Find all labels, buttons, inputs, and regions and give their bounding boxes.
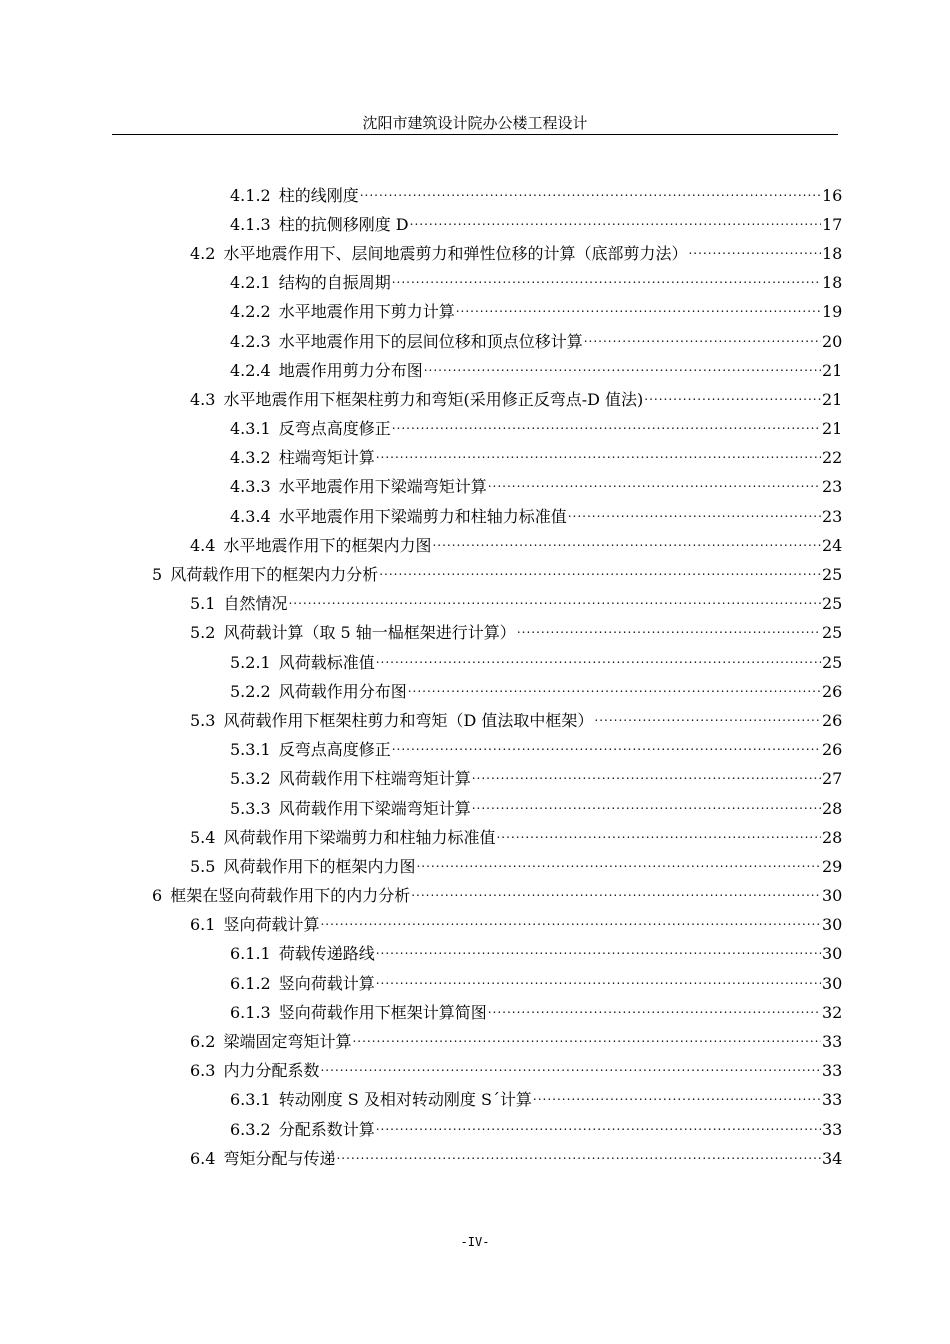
toc-entry-page: 26 [822,740,843,760]
dot-leader [594,706,821,728]
header-rule [112,134,838,135]
toc-entry-page: 19 [822,302,843,322]
dot-leader [688,239,821,261]
toc-entry[interactable] [0,1086,950,1115]
toc-entry-number: 4.3.4 [230,506,271,526]
toc-entry-title: 地震作用剪力分布图 [278,360,423,380]
dot-leader [352,1027,821,1049]
toc-entry-number: 4.2 [190,243,216,263]
toc-entry[interactable] [0,269,950,298]
toc-entry-number: 4.3.2 [230,448,271,468]
toc-entry-title: 竖向荷载计算 [278,973,375,993]
toc-entry-page: 30 [822,944,843,964]
toc-entry[interactable] [0,736,950,765]
toc-entry[interactable] [0,181,950,210]
toc-entry-page: 25 [822,652,843,672]
toc-entry[interactable] [0,239,950,268]
toc-entry[interactable] [0,444,950,473]
toc-entry[interactable] [0,1144,950,1173]
dot-leader [392,735,821,757]
toc-entry-page: 33 [822,1061,843,1081]
toc-entry-page: 23 [822,506,843,526]
toc-entry-title: 梁端固定弯矩计算 [223,1032,352,1052]
toc-entry-title: 内力分配系数 [223,1061,320,1081]
toc-entry-page: 20 [822,331,843,351]
toc-entry[interactable] [0,706,950,735]
toc-entry[interactable] [0,531,950,560]
toc-entry-page: 33 [822,1032,843,1052]
dot-leader [456,297,821,319]
toc-entry-title: 风荷载标准值 [278,652,375,672]
toc-entry-page: 33 [822,1119,843,1139]
toc-entry-number: 5.3.1 [230,740,271,760]
toc-entry[interactable] [0,998,950,1027]
dot-leader [533,1085,821,1107]
dot-leader [472,764,821,786]
toc-entry-number: 6.3 [190,1061,216,1081]
dot-leader [336,1144,821,1166]
toc-entry-title: 框架在竖向荷载作用下的内力分析 [170,886,411,906]
dot-leader [488,472,821,494]
toc-entry-title: 风荷载计算（取 5 轴一榀框架进行计算） [223,623,516,643]
toc-entry-title: 风荷载作用下的框架内力图 [223,856,416,876]
toc-entry-number: 4.2.4 [230,360,271,380]
toc-entry-title: 风荷载作用下的框架内力分析 [170,565,379,585]
dot-leader [517,618,821,640]
toc-entry-title: 风荷载作用下柱端弯矩计算 [278,769,471,789]
dot-leader [488,998,821,1020]
toc-entry-number: 5.5 [190,856,216,876]
toc-entry-number: 6.3.1 [230,1090,271,1110]
dot-leader [416,852,821,874]
toc-entry[interactable] [0,385,950,414]
dot-leader [379,560,821,582]
toc-entry-title: 风荷载作用分布图 [278,681,407,701]
toc-entry-title: 反弯点高度修正 [278,740,391,760]
toc-entry-number: 6.2 [190,1032,216,1052]
toc-entry[interactable] [0,415,950,444]
toc-entry[interactable] [0,356,950,385]
toc-entry-number: 5.2.2 [230,681,271,701]
toc-entry-number: 6.1.2 [230,973,271,993]
toc-entry-number: 4.1.2 [230,185,271,205]
toc-entry-page: 30 [822,973,843,993]
dot-leader [320,1056,821,1078]
toc-entry-title: 荷载传递路线 [278,944,375,964]
toc-entry-page: 32 [822,1002,843,1022]
toc-entry-page: 24 [822,535,843,555]
toc-entry-number: 6 [152,886,163,906]
dot-leader [408,677,821,699]
toc-entry-page: 29 [822,856,843,876]
toc-entry[interactable] [0,969,950,998]
toc-entry-number: 5.3 [190,710,216,730]
toc-entry-title: 风荷载作用下框架柱剪力和弯矩（D 值法取中框架） [223,710,594,730]
toc-entry-page: 18 [822,243,843,263]
toc-entry-page: 21 [822,419,843,439]
toc-entry-title: 竖向荷载作用下框架计算简图 [278,1002,487,1022]
dot-leader [376,443,821,465]
toc-entry[interactable] [0,882,950,911]
dot-leader [644,385,821,407]
toc-entry-page: 28 [822,798,843,818]
dot-leader [360,181,821,203]
toc-entry-title: 柱的线刚度 [278,185,359,205]
toc-entry-title: 风荷载作用下梁端弯矩计算 [278,798,471,818]
dot-leader [376,1115,821,1137]
toc-entry-page: 25 [822,594,843,614]
toc-entry-number: 6.4 [190,1148,216,1168]
toc-entry-page: 17 [822,214,843,234]
toc-entry-page: 23 [822,477,843,497]
toc-entry-number: 5.3.2 [230,769,271,789]
toc-entry-page: 27 [822,769,843,789]
toc-entry-page: 25 [822,565,843,585]
toc-entry-number: 5 [152,565,163,585]
toc-entry-number: 4.2.3 [230,331,271,351]
toc-entry[interactable] [0,210,950,239]
toc-entry-number: 4.3.1 [230,419,271,439]
toc-entry-number: 5.2 [190,623,216,643]
toc-entry[interactable] [0,473,950,502]
toc-entry-page: 28 [822,827,843,847]
toc-entry-page: 25 [822,623,843,643]
toc-entry[interactable] [0,590,950,619]
toc-entry-title: 水平地震作用下框架柱剪力和弯矩(采用修正反弯点-D 值法) [223,389,644,409]
toc-entry-number: 6.1.3 [230,1002,271,1022]
toc-entry-number: 4.3.3 [230,477,271,497]
toc-entry-title: 水平地震作用下的框架内力图 [223,535,432,555]
toc-entry-page: 30 [822,915,843,935]
toc-entry-page: 34 [822,1148,843,1168]
toc-entry-title: 水平地震作用下、层间地震剪力和弹性位移的计算（底部剪力法） [223,243,688,263]
toc-entry-title: 分配系数计算 [278,1119,375,1139]
toc-entry[interactable] [0,677,950,706]
toc-entry-number: 4.3 [190,389,216,409]
dot-leader [411,881,821,903]
toc-entry[interactable] [0,560,950,589]
toc-entry[interactable] [0,1057,950,1086]
toc-entry-number: 4.2.1 [230,273,271,293]
toc-entry[interactable] [0,794,950,823]
toc-entry-title: 柱的抗侧移刚度 D [278,214,409,234]
toc-entry-title: 水平地震作用下的层间位移和顶点位移计算 [278,331,583,351]
dot-leader [568,502,821,524]
dot-leader [376,648,821,670]
dot-leader [288,589,821,611]
dot-leader [410,210,821,232]
toc-entry[interactable] [0,298,950,327]
toc-entry-title: 弯矩分配与传递 [223,1148,336,1168]
dot-leader [424,356,821,378]
toc-entry[interactable] [0,911,950,940]
dot-leader [472,794,821,816]
dot-leader [392,268,821,290]
toc-entry[interactable] [0,619,950,648]
toc-entry-title: 风荷载作用下梁端剪力和柱轴力标准值 [223,827,496,847]
toc-entry-page: 18 [822,273,843,293]
toc-entry-title: 自然情况 [223,594,288,614]
toc-entry-page: 16 [822,185,843,205]
toc-entry-number: 4.2.2 [230,302,271,322]
toc-entry-number: 6.3.2 [230,1119,271,1139]
dot-leader [376,939,821,961]
dot-leader [392,414,821,436]
toc-entry-number: 4.4 [190,535,216,555]
toc-entry-page: 30 [822,886,843,906]
toc-entry-page: 26 [822,681,843,701]
dot-leader [496,823,821,845]
toc-entry-title: 反弯点高度修正 [278,419,391,439]
toc-entry[interactable] [0,327,950,356]
toc-entry-title: 转动刚度 S 及相对转动刚度 S´计算 [278,1090,532,1110]
dot-leader [584,327,821,349]
running-header: 沈阳市建筑设计院办公楼工程设计 [362,114,588,132]
table-of-contents [0,181,950,1173]
toc-entry[interactable] [0,852,950,881]
dot-leader [376,969,821,991]
toc-entry-title: 水平地震作用下梁端剪力和柱轴力标准值 [278,506,567,526]
toc-entry-number: 6.1.1 [230,944,271,964]
toc-entry-title: 柱端弯矩计算 [278,448,375,468]
page-number: -IV- [460,1235,490,1249]
toc-entry-title: 结构的自振周期 [278,273,391,293]
toc-entry-number: 5.3.3 [230,798,271,818]
dot-leader [432,531,821,553]
toc-entry-page: 22 [822,448,843,468]
toc-entry[interactable] [0,1027,950,1056]
toc-entry[interactable] [0,765,950,794]
toc-entry-number: 5.4 [190,827,216,847]
toc-entry-page: 21 [822,360,843,380]
toc-entry-page: 21 [822,389,843,409]
toc-entry[interactable] [0,940,950,969]
toc-entry[interactable] [0,502,950,531]
toc-entry[interactable] [0,823,950,852]
toc-entry-number: 5.2.1 [230,652,271,672]
toc-entry-title: 水平地震作用下剪力计算 [278,302,455,322]
toc-entry-number: 5.1 [190,594,216,614]
dot-leader [320,910,821,932]
toc-entry-number: 6.1 [190,915,216,935]
toc-entry-title: 水平地震作用下梁端弯矩计算 [278,477,487,497]
toc-entry-page: 26 [822,710,843,730]
toc-entry[interactable] [0,648,950,677]
toc-entry-title: 竖向荷载计算 [223,915,320,935]
toc-entry[interactable] [0,1115,950,1144]
toc-entry-page: 33 [822,1090,843,1110]
toc-entry-number: 4.1.3 [230,214,271,234]
